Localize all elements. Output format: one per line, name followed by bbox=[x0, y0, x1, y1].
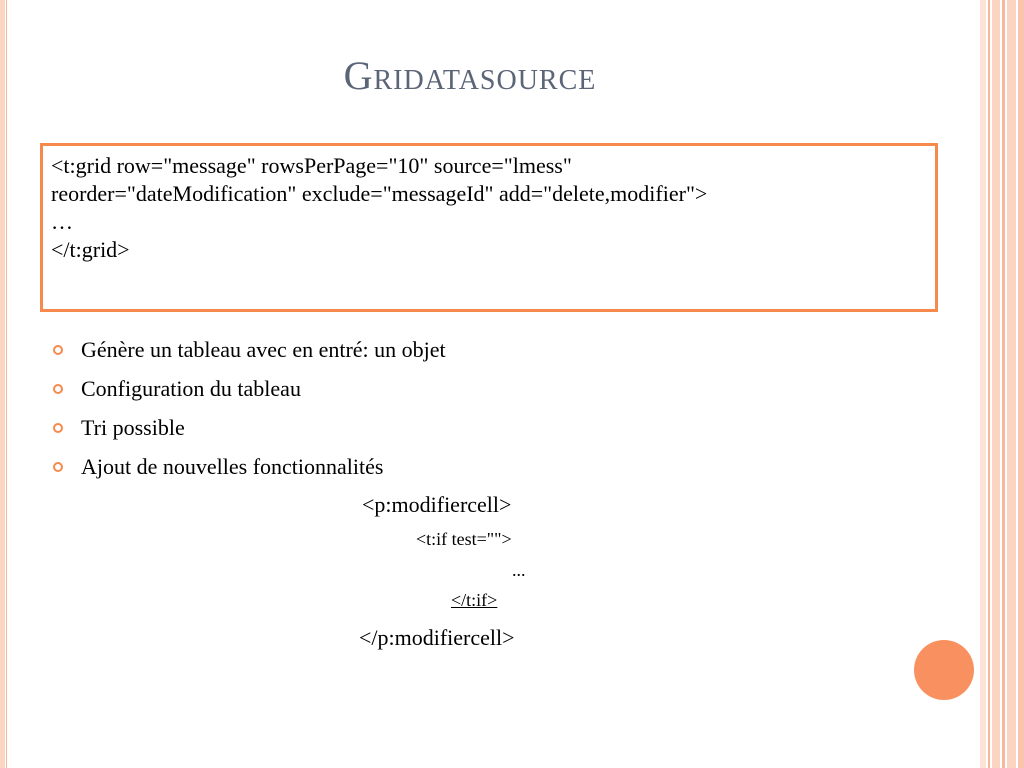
bullet-text: Ajout de nouvelles fonctionnalités bbox=[81, 454, 384, 479]
left-border-decoration bbox=[0, 0, 5, 768]
list-item bbox=[52, 451, 446, 490]
bullet-icon bbox=[53, 423, 63, 433]
code-line: <t:grid row="message" rowsPerPage="10" source="lmess" bbox=[51, 153, 572, 178]
stripe bbox=[1002, 0, 1005, 768]
bullet-icon bbox=[53, 345, 63, 355]
stripe bbox=[1018, 0, 1024, 768]
list-item bbox=[52, 412, 446, 451]
bullet-icon bbox=[53, 462, 63, 472]
code-line: </t:grid> bbox=[51, 237, 130, 262]
list-item bbox=[52, 373, 446, 412]
bullet-list bbox=[52, 334, 446, 490]
snippet-open-tag: <p:modifiercell> bbox=[362, 492, 512, 517]
stripe bbox=[992, 0, 1000, 768]
bullet-icon bbox=[53, 384, 63, 394]
code-box bbox=[40, 143, 938, 312]
snippet-if-open: <t:if test=""> bbox=[416, 529, 512, 549]
snippet-if-close: </t:if> bbox=[451, 590, 498, 610]
snippet-close-tag: </p:modifiercell> bbox=[359, 625, 515, 650]
code-line: … bbox=[51, 209, 73, 234]
code-line: reorder="dateModification" exclude="messageId" add="delete,modifier"> bbox=[51, 181, 708, 206]
list-item bbox=[52, 334, 446, 373]
slide-title: Gridatasource bbox=[343, 53, 597, 98]
snippet-ellipsis: ... bbox=[512, 560, 526, 580]
bullet-text: Tri possible bbox=[81, 415, 185, 440]
bullet-text: Génère un tableau avec en entré: un objet bbox=[81, 337, 446, 362]
bullet-text: Configuration du tableau bbox=[81, 376, 301, 401]
stripe bbox=[1007, 0, 1016, 768]
stripe bbox=[988, 0, 990, 768]
right-stripes-decoration bbox=[980, 0, 1024, 768]
stripe bbox=[980, 0, 986, 768]
decorative-circle bbox=[914, 640, 974, 700]
left-border-line bbox=[6, 0, 7, 768]
